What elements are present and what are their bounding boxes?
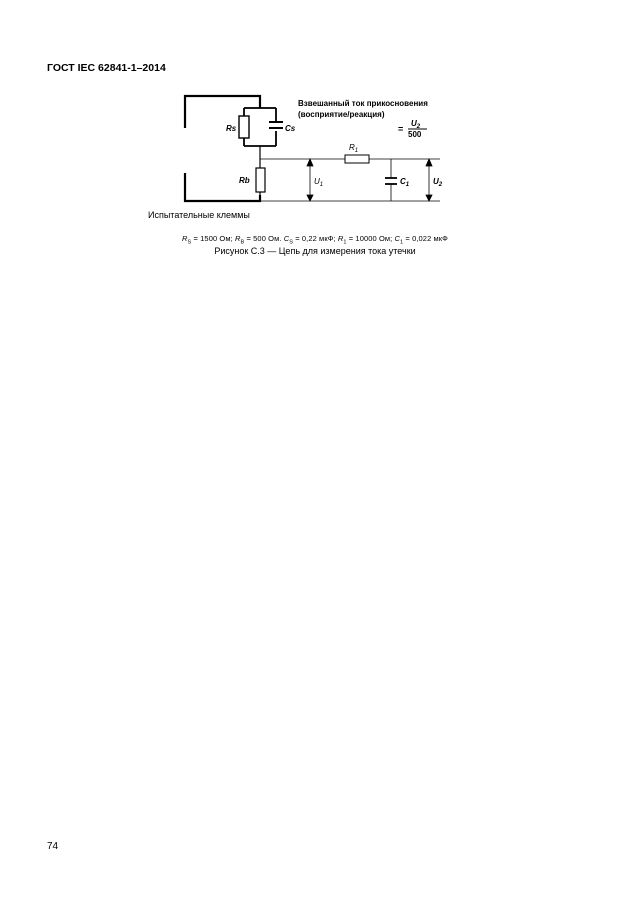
u2-arrow bbox=[426, 159, 432, 201]
formula-equals: = bbox=[398, 124, 404, 134]
circuit-rails bbox=[260, 159, 440, 201]
weighted-current-title-line1: Взвешанный ток прикосновения bbox=[298, 99, 428, 108]
figure-caption: Рисунок С.3 — Цепь для измерения тока утечки bbox=[214, 246, 416, 256]
page-number: 74 bbox=[47, 841, 59, 852]
component-values-caption: $R_S = 1500$ Ом; $R_B = 500$ Ом. $C_S = 0,22$ мкФ; $R_1 = 10000$ Ом; $C_1 = 0,022$ мкФ bbox=[182, 234, 448, 246]
leakage-current-circuit-diagram bbox=[140, 90, 460, 230]
rb-label: Rb bbox=[239, 176, 250, 185]
formula-numerator: $U_2$ bbox=[411, 119, 421, 130]
cs-capacitor bbox=[269, 122, 283, 128]
u1-label: $U_1$ bbox=[314, 177, 324, 188]
rb-resistor bbox=[256, 168, 265, 192]
formula-denominator: 500 bbox=[408, 130, 422, 139]
r1-label: $R_1$ bbox=[349, 143, 359, 154]
document-header: ГОСТ IEC 62841-1–2014 bbox=[47, 62, 166, 74]
test-terminals-label: Испытательные клеммы bbox=[148, 210, 250, 220]
u2-label: $U_2$ bbox=[433, 177, 443, 188]
c1-label: $C_1$ bbox=[400, 177, 410, 188]
c1-capacitor bbox=[385, 159, 397, 201]
cs-label: Cs bbox=[285, 124, 296, 133]
r1-resistor bbox=[345, 155, 369, 163]
u1-arrow bbox=[307, 159, 313, 201]
weighted-current-title-line2: (восприятие/реакция) bbox=[298, 110, 385, 119]
rs-label: Rs bbox=[226, 124, 237, 133]
test-terminal-bracket bbox=[185, 96, 260, 201]
rs-resistor bbox=[239, 116, 249, 138]
